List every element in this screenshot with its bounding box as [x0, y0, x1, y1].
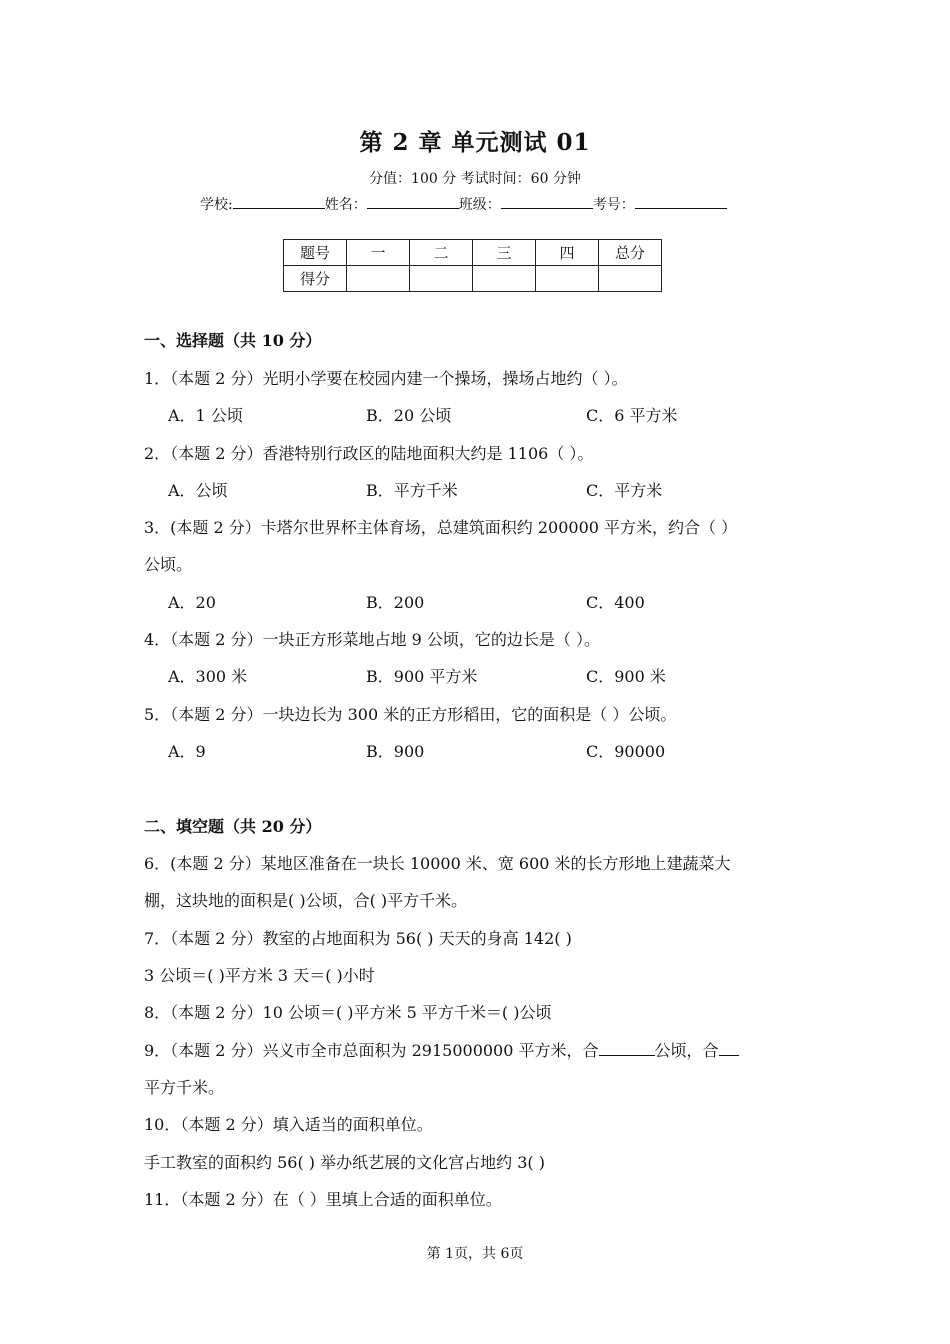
q1-option-c[interactable]: C．6 平方米: [586, 406, 678, 425]
question-7-line2: 3 公顷＝( )平方米 3 天＝( )小时: [144, 966, 375, 985]
class-blank[interactable]: [501, 194, 593, 209]
score-table-score-row: [284, 266, 662, 292]
score-input-cell[interactable]: [536, 266, 599, 292]
table-cell: 得分: [284, 266, 347, 292]
section-title-choice: 一、选择题（共 10 分）: [144, 331, 322, 350]
question-6-line2: 棚，这块地的面积是( )公顷，合( )平方千米。: [144, 891, 468, 910]
question-5: 5．（本题 2 分）一块边长为 300 米的正方形稻田，它的面积是（ ）公顷。: [144, 705, 677, 724]
class-label: 班级：: [458, 197, 501, 213]
q1-option-a[interactable]: A．1 公顷: [168, 406, 243, 425]
q9-blank-2[interactable]: [719, 1039, 739, 1056]
page-title: 第 2 章 单元测试 01: [359, 129, 591, 156]
q2-option-c[interactable]: C．平方米: [586, 481, 663, 500]
school-label: 学校:: [200, 197, 233, 213]
name-blank[interactable]: [367, 194, 459, 209]
score-input-cell[interactable]: [347, 266, 410, 292]
q2-option-b[interactable]: B．平方千米: [366, 481, 458, 500]
q2-option-a[interactable]: A．公顷: [168, 481, 228, 500]
q4-option-b[interactable]: B．900 平方米: [366, 667, 478, 686]
table-cell: 一: [347, 240, 410, 266]
table-cell: 二: [410, 240, 473, 266]
question-10-line2: 手工教室的面积约 56( ) 举办纸艺展的文化宫占地约 3( ): [144, 1153, 545, 1172]
question-4: 4．（本题 2 分）一块正方形菜地占地 9 公顷，它的边长是（ ）。: [144, 630, 600, 649]
q9-text-a: 9．（本题 2 分）兴义市全市总面积为 2915000000 平方米，合: [144, 1041, 599, 1060]
score-table-header-row: [284, 240, 662, 266]
score-input-cell[interactable]: [599, 266, 662, 292]
table-cell: 三: [473, 240, 536, 266]
page-footer: 第 1页，共 6页: [426, 1246, 524, 1262]
q1-option-b[interactable]: B．20 公顷: [366, 406, 452, 425]
score-table: [283, 239, 662, 292]
q4-option-c[interactable]: C．900 米: [586, 667, 666, 686]
q4-option-a[interactable]: A．300 米: [168, 667, 248, 686]
table-cell: 四: [536, 240, 599, 266]
q9-text-b: 公顷，合: [654, 1041, 719, 1060]
q5-option-a[interactable]: A．9: [168, 742, 206, 761]
score-input-cell[interactable]: [473, 266, 536, 292]
school-blank[interactable]: [233, 194, 325, 209]
q9-blank-1[interactable]: [599, 1039, 655, 1056]
section-title-fill: 二、填空题（共 20 分）: [144, 817, 322, 836]
q3-option-a[interactable]: A．20: [168, 593, 216, 612]
question-9: [144, 1038, 739, 1061]
question-3-line2: 公顷。: [144, 555, 193, 574]
question-3: 3．(本题 2 分）卡塔尔世界杯主体育场，总建筑面积约 200000 平方米，约合（ ）: [144, 518, 738, 537]
question-2: 2．（本题 2 分）香港特别行政区的陆地面积大约是 1106（ ）。: [144, 444, 594, 463]
question-6: 6．(本题 2 分）某地区准备在一块长 10000 米、宽 600 米的长方形地上建蔬菜大: [144, 854, 731, 873]
q5-option-c[interactable]: C．90000: [586, 742, 666, 761]
score-input-cell[interactable]: [410, 266, 473, 292]
question-10: 10．（本题 2 分）填入适当的面积单位。: [144, 1115, 433, 1134]
table-cell: 总分: [599, 240, 662, 266]
number-label: 考号：: [592, 197, 635, 213]
question-1: 1．（本题 2 分）光明小学要在校园内建一个操场，操场占地约（ ）。: [144, 369, 628, 388]
question-8: 8．（本题 2 分）10 公顷＝( )平方米 5 平方千米＝( )公顷: [144, 1003, 552, 1022]
question-9-line2: 平方千米。: [144, 1078, 225, 1097]
exam-meta: 分值：100 分 考试时间：60 分钟: [369, 171, 581, 187]
question-11: 11．（本题 2 分）在（ ）里填上合适的面积单位。: [144, 1190, 502, 1209]
student-info-line: [200, 194, 727, 214]
question-7: 7．（本题 2 分）教室的占地面积为 56( ) 天天的身高 142( ): [144, 929, 572, 948]
q3-option-c[interactable]: C．400: [586, 593, 645, 612]
table-cell: 题号: [284, 240, 347, 266]
number-blank[interactable]: [635, 194, 727, 209]
name-label: 姓名：: [324, 197, 367, 213]
q3-option-b[interactable]: B．200: [366, 593, 425, 612]
q5-option-b[interactable]: B．900: [366, 742, 425, 761]
